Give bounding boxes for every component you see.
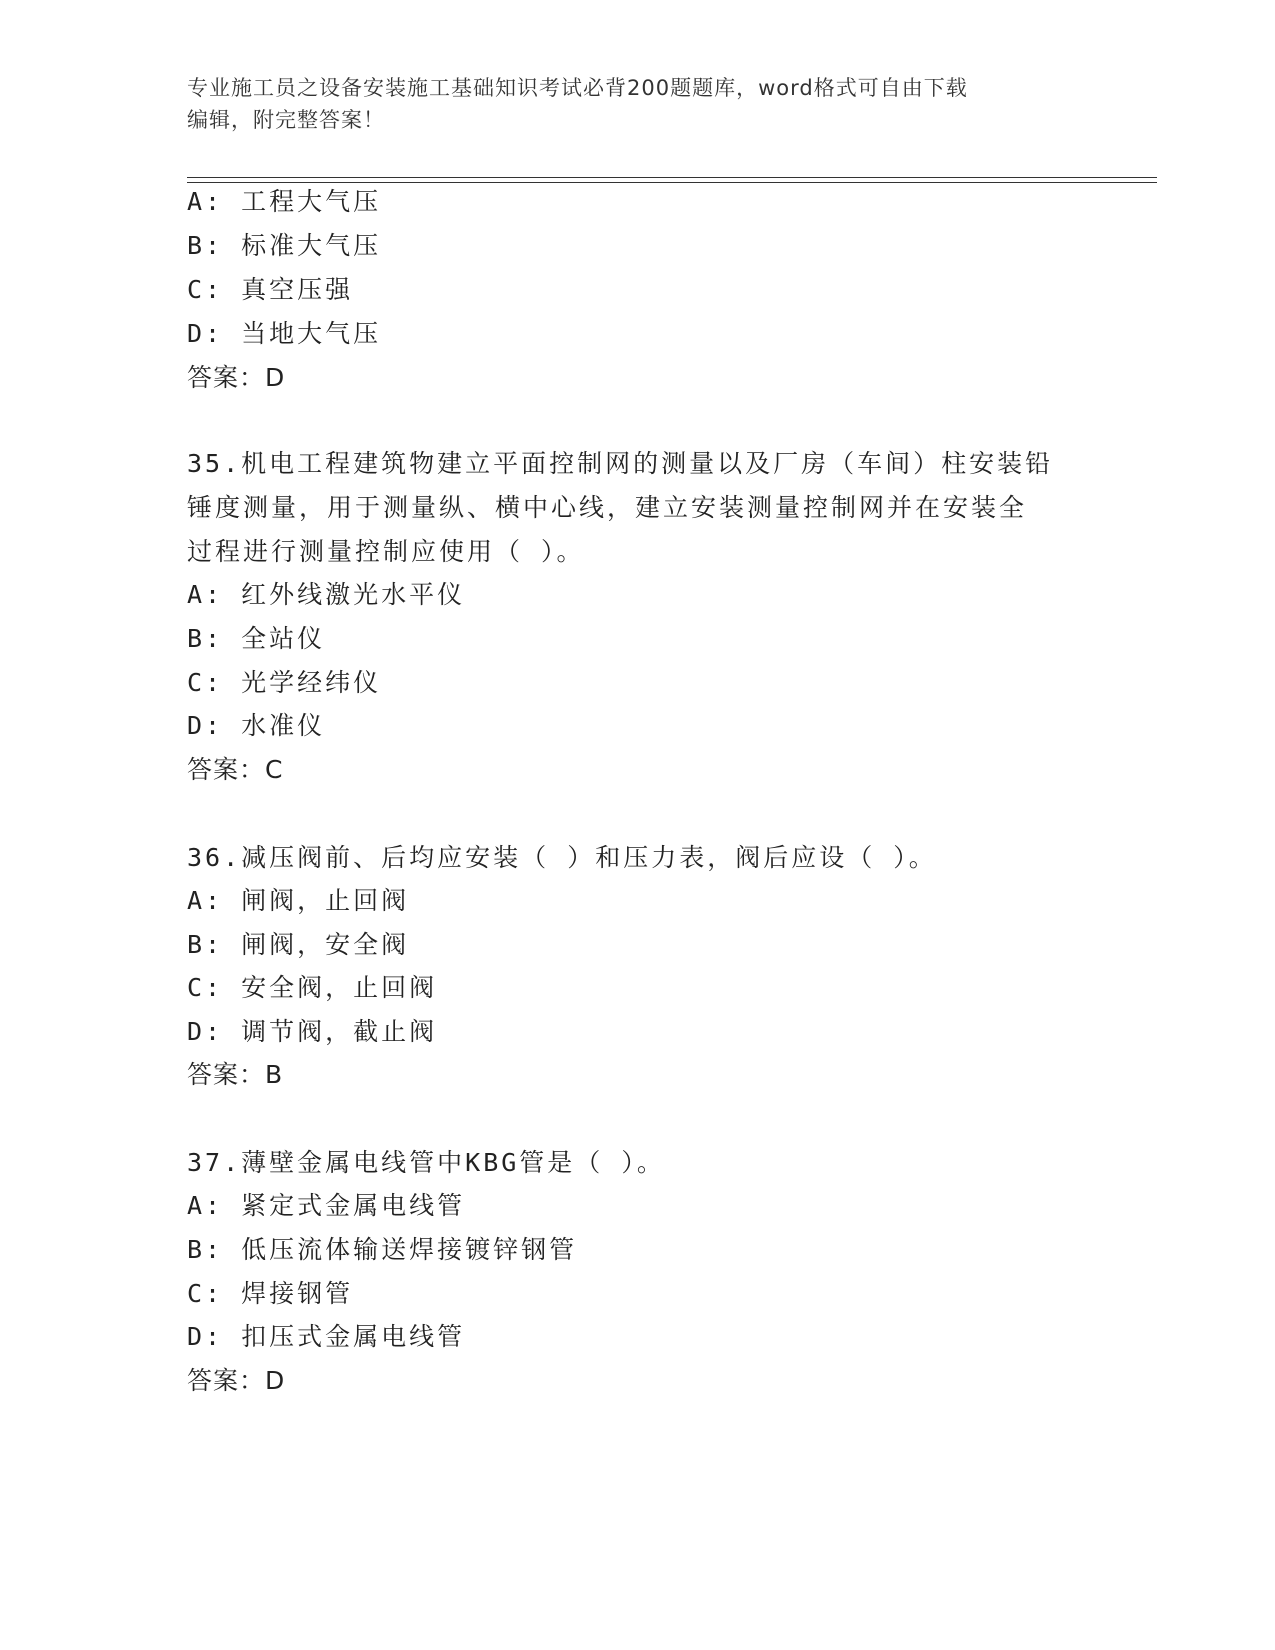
question-35-option-d: D: 水准仪: [187, 711, 326, 740]
question-37-stem: 37.薄壁金属电线管中KBG管是（ ）。: [187, 1148, 665, 1177]
question-36-option-b: B: 闸阀，安全阀: [187, 930, 410, 959]
header-rule-bottom: [187, 182, 1157, 183]
question-36-option-a: A: 闸阀，止回阀: [187, 886, 410, 915]
question-35-stem-line-3: 过程进行测量控制应使用（ ）。: [187, 537, 585, 566]
question-35-option-b: B: 全站仪: [187, 624, 326, 653]
option-d: D: 当地大气压: [187, 319, 382, 348]
option-a: A: 工程大气压: [187, 187, 382, 216]
question-37-answer: 答案：D: [187, 1366, 286, 1395]
question-35-option-c: C: 光学经纬仪: [187, 668, 382, 697]
question-36-stem: 36.减压阀前、后均应安装（ ）和压力表，阀后应设（ ）。: [187, 843, 937, 872]
answer: 答案：D: [187, 363, 286, 392]
option-b: B: 标准大气压: [187, 231, 382, 260]
question-35-stem-line-2: 锤度测量，用于测量纵、横中心线，建立安装测量控制网并在安装全: [187, 493, 1028, 522]
question-37-option-d: D: 扣压式金属电线管: [187, 1322, 466, 1351]
header-rule-top: [187, 177, 1157, 178]
question-37-option-c: C: 焊接钢管: [187, 1279, 354, 1308]
document-header: [187, 72, 1087, 136]
question-36-option-c: C: 安全阀，止回阀: [187, 973, 438, 1002]
question-37-option-a: A: 紧定式金属电线管: [187, 1191, 466, 1220]
header-title-line-1: 专业施工员之设备安装施工基础知识考试必背200题题库，word格式可自由下载: [187, 76, 968, 100]
question-35-answer: 答案：C: [187, 755, 284, 784]
option-c: C: 真空压强: [187, 275, 354, 304]
question-37-option-b: B: 低压流体输送焊接镀锌钢管: [187, 1235, 578, 1264]
question-35-stem-line-1: 35.机电工程建筑物建立平面控制网的测量以及厂房（车间）柱安装铅: [187, 449, 1054, 478]
question-36-option-d: D: 调节阀，截止阀: [187, 1017, 438, 1046]
header-title-line-2: 编辑，附完整答案！: [187, 108, 385, 132]
question-36-answer: 答案：B: [187, 1060, 284, 1089]
question-35-option-a: A: 红外线激光水平仪: [187, 580, 466, 609]
